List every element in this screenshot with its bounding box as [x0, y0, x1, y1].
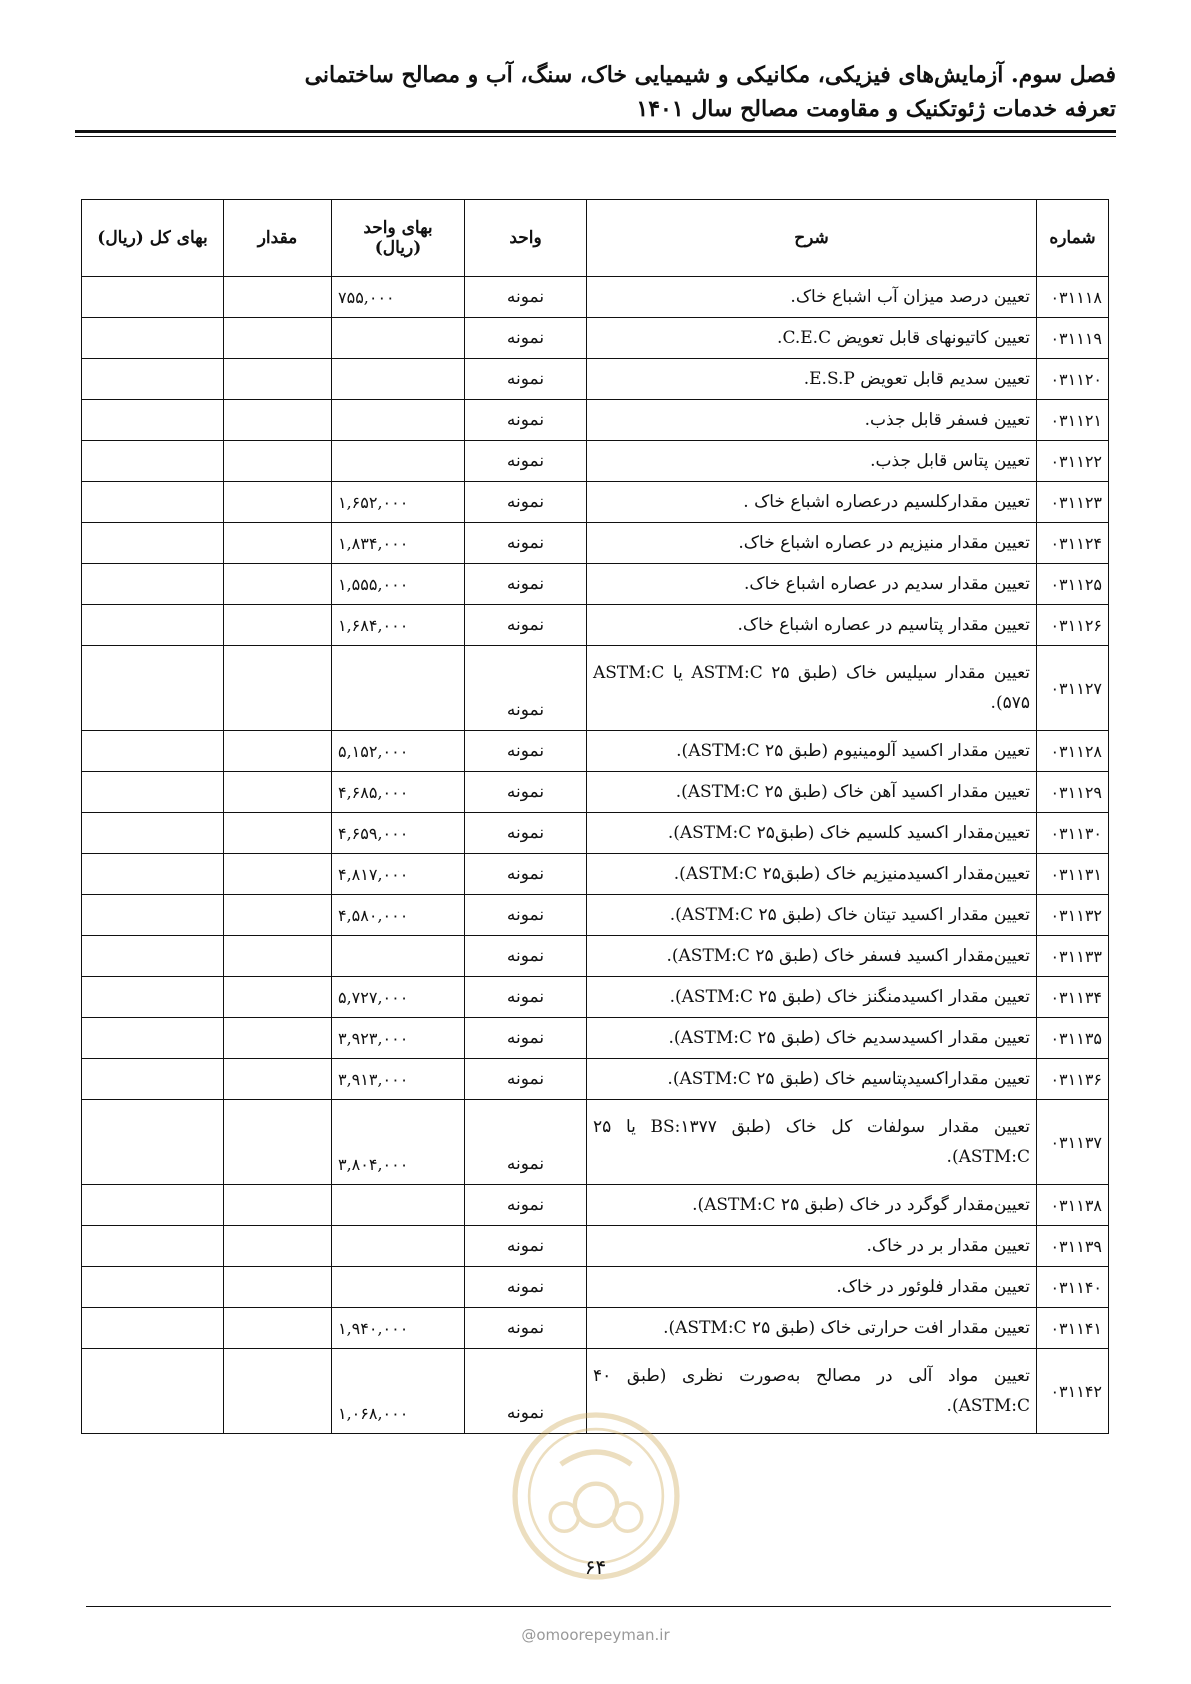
row-total	[82, 646, 224, 731]
row-description: تعیین فسفر قابل جذب.	[587, 400, 1037, 441]
row-unit-price	[332, 359, 465, 400]
row-total	[82, 1226, 224, 1267]
table-row	[82, 772, 1109, 813]
row-unit: نمونه	[465, 813, 587, 854]
row-code: ۰۳۱۱۳۰	[1037, 813, 1109, 854]
row-quantity	[224, 482, 332, 523]
row-total	[82, 1018, 224, 1059]
row-code: ۰۳۱۱۲۷	[1037, 646, 1109, 731]
row-unit-price	[332, 441, 465, 482]
row-description: تعیین مقدار سدیم در عصاره اشباع خاک.	[587, 564, 1037, 605]
row-code: ۰۳۱۱۳۵	[1037, 1018, 1109, 1059]
row-code: ۰۳۱۱۳۶	[1037, 1059, 1109, 1100]
row-unit-price: ۱,۹۴۰,۰۰۰	[332, 1308, 465, 1349]
row-total	[82, 1100, 224, 1185]
row-total	[82, 1308, 224, 1349]
row-quantity	[224, 400, 332, 441]
table-row	[82, 813, 1109, 854]
row-total	[82, 936, 224, 977]
row-unit: نمونه	[465, 731, 587, 772]
table-row	[82, 1059, 1109, 1100]
row-unit-price	[332, 936, 465, 977]
row-description: تعیین مقدارکلسیم درعصاره اشباع خاک .	[587, 482, 1037, 523]
table-row	[82, 646, 1109, 731]
table-row	[82, 1267, 1109, 1308]
row-quantity	[224, 1349, 332, 1434]
row-quantity	[224, 1308, 332, 1349]
row-unit: نمونه	[465, 482, 587, 523]
row-code: ۰۳۱۱۳۳	[1037, 936, 1109, 977]
header-total: بهای کل (ریال)	[82, 200, 224, 277]
row-description: تعیین پتاس قابل جذب.	[587, 441, 1037, 482]
header-rule-thin	[75, 136, 1116, 137]
row-description: تعیین مقدار اکسید تیتان خاک (طبق ASTM:C ۲۵).	[587, 895, 1037, 936]
row-total	[82, 1349, 224, 1434]
row-total	[82, 564, 224, 605]
row-unit-price: ۴,۶۸۵,۰۰۰	[332, 772, 465, 813]
row-quantity	[224, 772, 332, 813]
row-description: تعیین مقدار منیزیم در عصاره اشباع خاک.	[587, 523, 1037, 564]
row-quantity	[224, 564, 332, 605]
row-quantity	[224, 1100, 332, 1185]
table-row	[82, 895, 1109, 936]
row-unit: نمونه	[465, 564, 587, 605]
header-unit-price	[332, 200, 465, 277]
row-total	[82, 605, 224, 646]
row-description: تعیین مقدار سیلیس خاک (طبق ASTM:C ۲۵ یا ASTM:C ۵۷۵).	[587, 646, 1037, 731]
row-code: ۰۳۱۱۱۹	[1037, 318, 1109, 359]
row-code: ۰۳۱۱۲۳	[1037, 482, 1109, 523]
table-row	[82, 605, 1109, 646]
table-row	[82, 731, 1109, 772]
table-row	[82, 482, 1109, 523]
table-row	[82, 977, 1109, 1018]
row-quantity	[224, 277, 332, 318]
table-row	[82, 1100, 1109, 1185]
row-code: ۰۳۱۱۳۲	[1037, 895, 1109, 936]
row-unit-price: ۴,۶۵۹,۰۰۰	[332, 813, 465, 854]
row-description: تعیین مقدار اکسیدمنگنز خاک (طبق ASTM:C ۲۵).	[587, 977, 1037, 1018]
row-total	[82, 400, 224, 441]
row-unit: نمونه	[465, 895, 587, 936]
row-description: تعیین مقدار اکسیدسدیم خاک (طبق ASTM:C ۲۵).	[587, 1018, 1037, 1059]
row-description: تعیین مواد آلی در مصالح به‌صورت نظری (طبق ۴۰ ASTM:C).	[587, 1349, 1037, 1434]
row-description: تعیین مقدار بر در خاک.	[587, 1226, 1037, 1267]
row-code: ۰۳۱۱۳۹	[1037, 1226, 1109, 1267]
row-unit-price: ۷۵۵,۰۰۰	[332, 277, 465, 318]
row-total	[82, 854, 224, 895]
row-unit: نمونه	[465, 1349, 587, 1434]
row-code: ۰۳۱۱۳۱	[1037, 854, 1109, 895]
row-quantity	[224, 936, 332, 977]
row-unit: نمونه	[465, 318, 587, 359]
table-row	[82, 936, 1109, 977]
row-unit-price: ۱,۰۶۸,۰۰۰	[332, 1349, 465, 1434]
row-quantity	[224, 605, 332, 646]
row-code: ۰۳۱۱۴۰	[1037, 1267, 1109, 1308]
row-unit-price	[332, 1267, 465, 1308]
row-code: ۰۳۱۱۲۹	[1037, 772, 1109, 813]
header-code: شماره	[1037, 200, 1109, 277]
table-row	[82, 1185, 1109, 1226]
row-unit: نمونه	[465, 977, 587, 1018]
row-code: ۰۳۱۱۴۱	[1037, 1308, 1109, 1349]
row-total	[82, 359, 224, 400]
row-quantity	[224, 318, 332, 359]
table-row	[82, 1308, 1109, 1349]
row-unit: نمونه	[465, 523, 587, 564]
header-unit-price-label: بهای واحد	[363, 218, 433, 238]
page-header	[76, 58, 1116, 126]
row-description: تعیین‌مقدار اکسید کلسیم خاک (طبق‌ASTM:C ۲۵).	[587, 813, 1037, 854]
row-description: تعیین مقدار اکسید آلومینیوم (طبق ASTM:C ۲۵).	[587, 731, 1037, 772]
header-unit-price-currency: (ریال)	[374, 238, 422, 258]
row-code: ۰۳۱۱۴۲	[1037, 1349, 1109, 1434]
row-total	[82, 1267, 224, 1308]
row-description: تعیین مقدار اکسید آهن خاک (طبق ASTM:C ۲۵).	[587, 772, 1037, 813]
table-row	[82, 277, 1109, 318]
row-unit: نمونه	[465, 359, 587, 400]
row-total	[82, 277, 224, 318]
row-quantity	[224, 1185, 332, 1226]
row-unit-price: ۱,۶۸۴,۰۰۰	[332, 605, 465, 646]
row-description: تعیین درصد میزان آب اشباع خاک.	[587, 277, 1037, 318]
row-unit: نمونه	[465, 441, 587, 482]
row-description: تعیین‌مقدار اکسیدمنیزیم خاک (طبق‌ASTM:C ۲۵).	[587, 854, 1037, 895]
row-code: ۰۳۱۱۲۲	[1037, 441, 1109, 482]
row-unit-price	[332, 646, 465, 731]
row-unit-price: ۴,۵۸۰,۰۰۰	[332, 895, 465, 936]
table-row	[82, 1018, 1109, 1059]
row-total	[82, 977, 224, 1018]
row-unit-price: ۴,۸۱۷,۰۰۰	[332, 854, 465, 895]
row-unit: نمونه	[465, 1308, 587, 1349]
row-total	[82, 772, 224, 813]
row-code: ۰۳۱۱۲۵	[1037, 564, 1109, 605]
row-code: ۰۳۱۱۲۸	[1037, 731, 1109, 772]
row-unit-price: ۱,۶۵۲,۰۰۰	[332, 482, 465, 523]
row-quantity	[224, 359, 332, 400]
row-description: تعیین مقدار افت حرارتی خاک (طبق ASTM:C ۲۵).	[587, 1308, 1037, 1349]
row-code: ۰۳۱۱۳۸	[1037, 1185, 1109, 1226]
row-quantity	[224, 441, 332, 482]
row-code: ۰۳۱۱۲۴	[1037, 523, 1109, 564]
row-description: تعیین مقدار سولفات کل خاک (طبق BS:۱۳۷۷ یا ۲۵ ASTM:C).	[587, 1100, 1037, 1185]
row-total	[82, 895, 224, 936]
row-unit: نمونه	[465, 277, 587, 318]
row-quantity	[224, 1267, 332, 1308]
row-total	[82, 441, 224, 482]
row-code: ۰۳۱۱۳۷	[1037, 1100, 1109, 1185]
row-quantity	[224, 1018, 332, 1059]
table-row	[82, 318, 1109, 359]
row-unit-price: ۳,۹۲۳,۰۰۰	[332, 1018, 465, 1059]
row-unit-price: ۵,۱۵۲,۰۰۰	[332, 731, 465, 772]
row-unit: نمونه	[465, 1059, 587, 1100]
row-quantity	[224, 895, 332, 936]
table-row	[82, 359, 1109, 400]
row-description: تعیین کاتیونهای قابل تعویض C.E.C.	[587, 318, 1037, 359]
row-unit-price	[332, 1185, 465, 1226]
row-quantity	[224, 646, 332, 731]
row-unit-price	[332, 1226, 465, 1267]
row-quantity	[224, 1226, 332, 1267]
row-code: ۰۳۱۱۲۰	[1037, 359, 1109, 400]
table-row	[82, 523, 1109, 564]
row-unit: نمونه	[465, 646, 587, 731]
row-code: ۰۳۱۱۲۶	[1037, 605, 1109, 646]
row-unit: نمونه	[465, 1267, 587, 1308]
tariff-table	[81, 199, 1109, 1434]
row-quantity	[224, 1059, 332, 1100]
page-number: ۶۴	[584, 1555, 607, 1579]
row-unit: نمونه	[465, 1226, 587, 1267]
row-unit-price: ۵,۷۲۷,۰۰۰	[332, 977, 465, 1018]
row-quantity	[224, 977, 332, 1018]
footer-rule	[86, 1606, 1111, 1607]
row-code: ۰۳۱۱۱۸	[1037, 277, 1109, 318]
table-row	[82, 854, 1109, 895]
row-description: تعیین سدیم قابل تعویض E.S.P.	[587, 359, 1037, 400]
row-unit-price	[332, 400, 465, 441]
row-total	[82, 813, 224, 854]
row-quantity	[224, 854, 332, 895]
row-unit-price: ۱,۵۵۵,۰۰۰	[332, 564, 465, 605]
row-quantity	[224, 813, 332, 854]
document-title: تعرفه خدمات ژئوتکنیک و مقاومت مصالح سال ۱۴۰۱	[636, 96, 1116, 122]
row-total	[82, 318, 224, 359]
row-unit: نمونه	[465, 936, 587, 977]
table-row	[82, 400, 1109, 441]
row-description: تعیین مقدار فلوئور در خاک.	[587, 1267, 1037, 1308]
row-total	[82, 731, 224, 772]
row-code: ۰۳۱۱۲۱	[1037, 400, 1109, 441]
row-unit-price: ۱,۸۳۴,۰۰۰	[332, 523, 465, 564]
row-unit-price	[332, 318, 465, 359]
table-row	[82, 441, 1109, 482]
header-rule-thick	[75, 130, 1116, 133]
header-unit: واحد	[465, 200, 587, 277]
row-unit-price: ۳,۹۱۳,۰۰۰	[332, 1059, 465, 1100]
row-unit-price: ۳,۸۰۴,۰۰۰	[332, 1100, 465, 1185]
row-description: تعیین مقداراکسیدپتاسیم خاک (طبق ASTM:C ۲۵).	[587, 1059, 1037, 1100]
watermark-site-text: @omoorepeyman.ir	[521, 1626, 670, 1644]
row-total	[82, 1185, 224, 1226]
row-unit: نمونه	[465, 400, 587, 441]
row-quantity	[224, 731, 332, 772]
row-unit: نمونه	[465, 605, 587, 646]
row-total	[82, 1059, 224, 1100]
row-total	[82, 523, 224, 564]
row-description: تعیین‌مقدار گوگرد در خاک (طبق ASTM:C ۲۵).	[587, 1185, 1037, 1226]
row-unit: نمونه	[465, 1185, 587, 1226]
table-body	[82, 277, 1109, 1434]
table-header-row	[82, 200, 1109, 277]
row-code: ۰۳۱۱۳۴	[1037, 977, 1109, 1018]
header-description: شرح	[587, 200, 1037, 277]
row-unit: نمونه	[465, 1100, 587, 1185]
row-description: تعیین مقدار پتاسیم در عصاره اشباع خاک.	[587, 605, 1037, 646]
row-unit: نمونه	[465, 854, 587, 895]
row-unit: نمونه	[465, 1018, 587, 1059]
row-quantity	[224, 523, 332, 564]
row-description: تعیین‌مقدار اکسید فسفر خاک (طبق ASTM:C ۲۵).	[587, 936, 1037, 977]
row-unit: نمونه	[465, 772, 587, 813]
chapter-title: فصل سوم. آزمایش‌های فیزیکی، مکانیکی و شیمیایی خاک، سنگ، آب و مصالح ساختمانی	[304, 62, 1116, 88]
table-row	[82, 1226, 1109, 1267]
header-quantity: مقدار	[224, 200, 332, 277]
row-total	[82, 482, 224, 523]
table-row	[82, 564, 1109, 605]
